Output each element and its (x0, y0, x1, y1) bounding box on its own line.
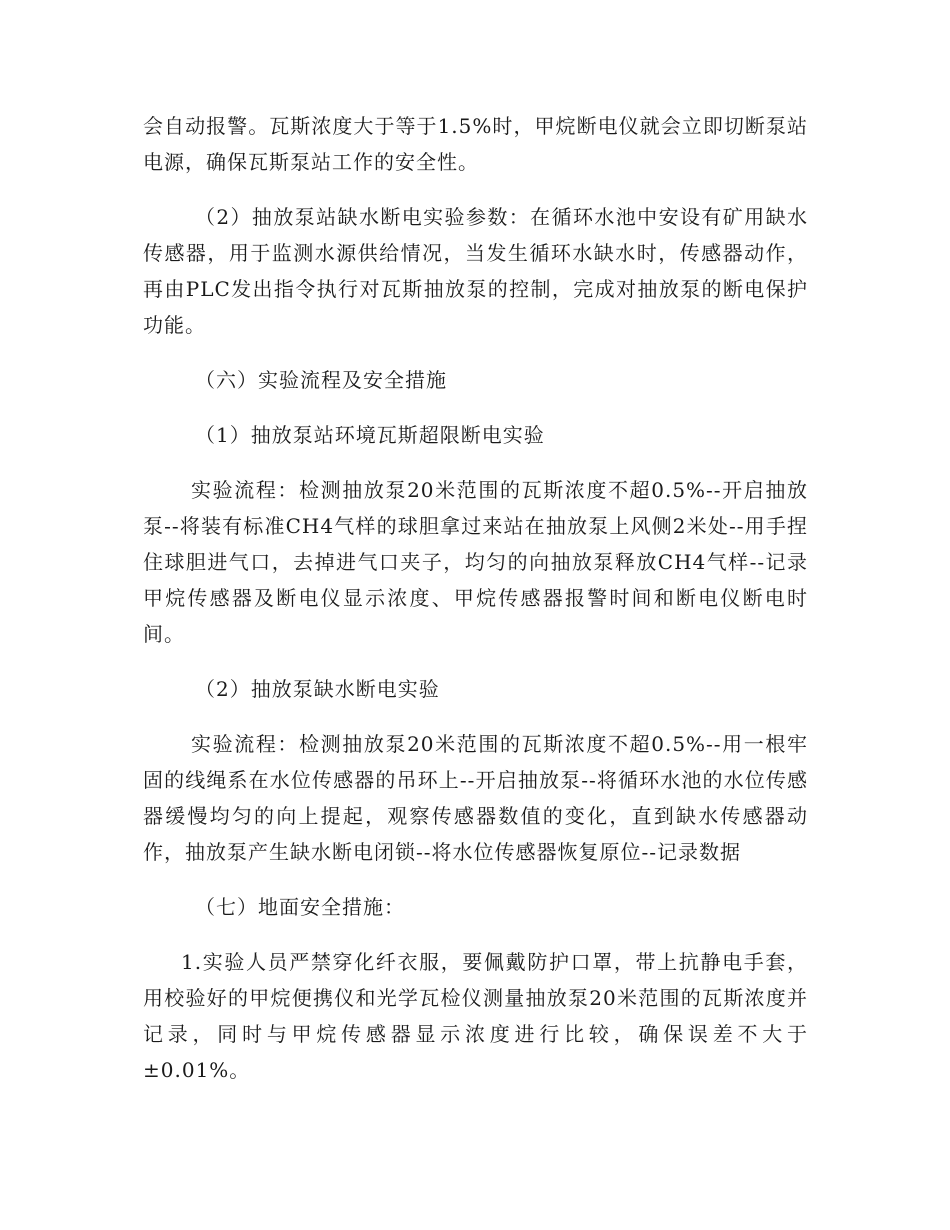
paragraph-ground-safety-1: 1.实验人员严禁穿化纤衣服，要佩戴防护口罩，带上抗静电手套，用校验好的甲烷便携仪和光学瓦检仪测量抽放泵20米范围的瓦斯浓度并记录，同时与甲烷传感器显示浓度进行比较，确保误差不大于±0.01%。 (143, 950, 808, 1082)
section-heading-7: （七）地面安全措施： (195, 895, 405, 919)
section-heading-6: （六）实验流程及安全措施 (195, 368, 447, 392)
subsection-heading-6-2: （2）抽放泵缺水断电实验 (195, 677, 440, 701)
paragraph-procedure-gas-limit: 实验流程：检测抽放泵20米范围的瓦斯浓度不超0.5%--开启抽放泵--将装有标准CH4气样的球胆拿过来站在抽放泵上风侧2米处--用手捏住球胆进气口，去掉进气口夹子，均匀的向抽放泵释放CH4气样--记录甲烷传感器及断电仪显示浓度、甲烷传感器报警时间和断电仪断电时间。 (143, 478, 808, 646)
paragraph-procedure-water-shortage: 实验流程：检测抽放泵20米范围的瓦斯浓度不超0.5%--用一根牢固的线绳系在水位传感器的吊环上--开启抽放泵--将循环水池的水位传感器缓慢均匀的向上提起，观察传感器数值的变化，直到缺水传感器动作，抽放泵产生缺水断电闭锁--将水位传感器恢复原位--记录数据 (143, 732, 808, 864)
paragraph-water-shortage-params: （2）抽放泵站缺水断电实验参数：在循环水池中安设有矿用缺水传感器，用于监测水源供给情况，当发生循环水缺水时，传感器动作，再由PLC发出指令执行对瓦斯抽放泵的控制，完成对抽放泵的断电保护功能。 (143, 205, 808, 337)
subsection-heading-6-1: （1）抽放泵站环境瓦斯超限断电实验 (195, 423, 545, 447)
paragraph-continuation: 会自动报警。瓦斯浓度大于等于1.5%时，甲烷断电仪就会立即切断泵站电源，确保瓦斯泵站工作的安全性。 (143, 114, 808, 174)
document-body (143, 108, 808, 1107)
